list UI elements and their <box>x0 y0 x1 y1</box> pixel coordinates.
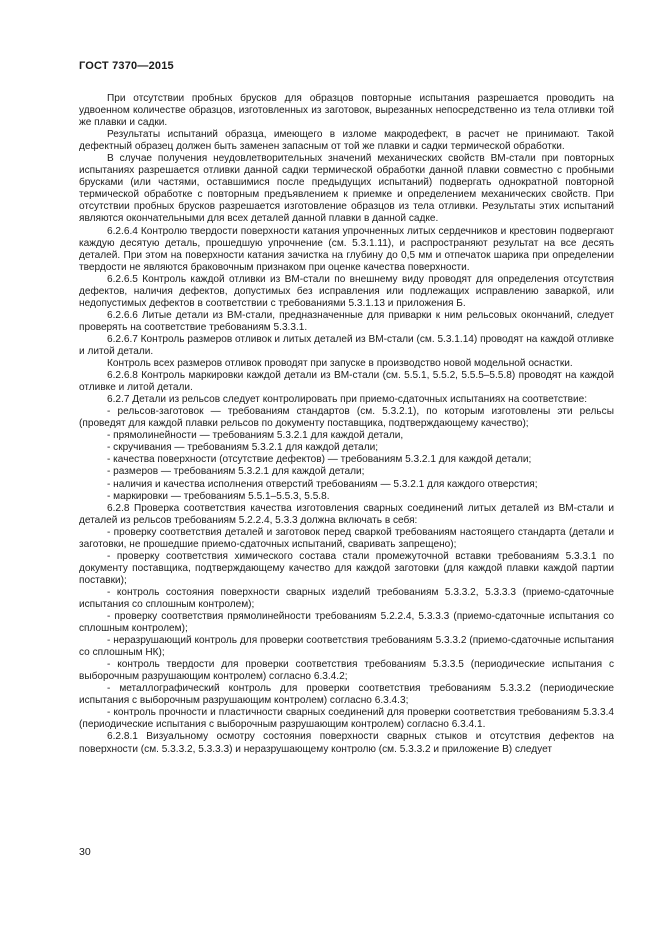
list-item: - размеров — требованиям 5.3.2.1 для каждой детали; <box>107 466 365 478</box>
list-item: - металлографический контроль для проверки соответствия требованиям 5.3.3.2 (периодические испытания с выборочным разрушающим контролем) согласно 6.3.4.3; <box>79 683 614 707</box>
list-item: - контроль твердости для проверки соответствия требованиям 5.3.3.5 (периодические испытания с выборочным разрушающим контролем) согласно 6.3.4.2; <box>79 659 614 683</box>
paragraph: 6.2.6.5 Контроль каждой отливки из ВМ-стали по внешнему виду проводят для определения отсутствия дефектов, наличия дефектов, допустимых без исправления или подлежащих исправлению заваркой, или недопустимых дефектов в соответствии с требованиями 5.3.1.13 и приложения Б. <box>79 273 614 309</box>
list-item: - неразрушающий контроль для проверки соответствия требованиям 5.3.3.2 (приемо-сдаточные испытания со сплошным НК); <box>79 635 614 659</box>
list-item: - контроль состояния поверхности сварных изделий требованиям 5.3.3.2, 5.3.3.3 (приемо-сдаточные испытания со сплошным контролем); <box>79 586 614 610</box>
paragraph: 6.2.6.6 Литые детали из ВМ-стали, предназначенные для приварки к ним рельсовых окончаний, следует проверять на соответствие требованиям 5.3.3.1. <box>79 309 614 333</box>
paragraph: 6.2.6.8 Контроль маркировки каждой детали из ВМ-стали (см. 5.5.1, 5.5.2, 5.5.5–5.5.8) проводят на каждой отливке и литой детали. <box>79 370 614 394</box>
list-item: - проверку соответствия деталей и заготовок перед сваркой требованиям настоящего стандарта (детали и заготовки, не прошедшие приемо-сдаточных испытаний, сваривать запрещено); <box>79 526 614 550</box>
paragraph: В случае получения неудовлетворительных значений механических свойств ВМ-стали при повторных испытаниях разрешается отливки данной садки термической обработки данной плавки совместно с пробными брусками (или частями, оставшимися после предыдущих испытаний) подвергать однократной повторной термической обработке с повторным предъявлением к приемке и определением механических свойств. При отсутствии пробных брусков разрешается изготовление образцов из тела отливки. Результаты этих испытаний являются окончательными для всех деталей данной плавки в данной садке. <box>79 153 614 225</box>
list-item: - проверку соответствия химического состава стали промежуточной вставки требованиям 5.3.3.1 по документу поставщика, подтверждающему качество для каждой заготовки (для каждой плавки каждой партии поставки); <box>79 550 614 586</box>
document-header: ГОСТ 7370—2015 <box>79 60 174 72</box>
list-item: - скручивания — требованиям 5.3.2.1 для каждой детали; <box>107 442 379 454</box>
paragraph: Результаты испытаний образца, имеющего в изломе макродефект, в расчет не принимают. Такой дефектный образец должен быть заменен запасным от той же плавки и садки термической обработки. <box>79 129 614 153</box>
list-item: - прямолинейности — требованиям 5.3.2.1 для каждой детали, <box>107 430 404 442</box>
list-item: - качества поверхности (отсутствие дефектов) — требованиям 5.3.2.1 для каждой детали; <box>107 454 532 466</box>
document-body <box>79 93 614 756</box>
list-item: - маркировки — требованиям 5.5.1–5.5.3, 5.5.8. <box>107 490 330 502</box>
list-item: - наличия и качества исполнения отверстий требованиям — 5.3.2.1 для каждого отверстия; <box>107 478 538 490</box>
list-item: - проверку соответствия прямолинейности требованиям 5.2.2.4, 5.3.3.3 (приемо-сдаточные испытания со сплошным контролем); <box>79 611 614 635</box>
list-item: - рельсов-заготовок — требованиям стандартов (см. 5.3.2.1), по которым изготовлены эти рельсы (проведят для каждой плавки рельсов по документу поставщика, подтверждающему качество); <box>79 406 614 430</box>
list-item: - контроль прочности и пластичности сварных соединений для проверки соответствия требованиям 5.3.3.4 (периодические испытания с выборочным разрушающим контролем) согласно 6.3.4.1. <box>79 707 614 731</box>
paragraph: 6.2.7 Детали из рельсов следует контролировать при приемо-сдаточных испытаниях на соответствие: <box>107 394 588 406</box>
paragraph: 6.2.8 Проверка соответствия качества изготовления сварных соединений литых деталей из ВМ-стали и деталей из рельсов требованиям 5.2.2.4, 5.3.3 должна включать в себя: <box>79 502 614 526</box>
paragraph: 6.2.6.4 Контролю твердости поверхности катания упрочненных литых сердечников и крестовин подвергают каждую десятую деталь, прошедшую упрочнение (см. 5.3.1.11), и распространяют результат на все десять деталей. При этом на поверхности катания зачистка на глубину до 0,5 мм и отпечаток шарика при определении твердости не являются браковочным признаком при оценке качества поверхности. <box>79 225 614 273</box>
page-number: 30 <box>79 846 91 858</box>
paragraph: Контроль всех размеров отливок проводят при запуске в производство новой модельной оснастки. <box>107 358 573 370</box>
paragraph: 6.2.8.1 Визуальному осмотру состояния поверхности сварных стыков и отсутствия дефектов на поверхности (см. 5.3.3.2, 5.3.3.3) и неразрушающему контролю (см. 5.3.3.2 и приложение В) следует <box>79 731 614 755</box>
paragraph: 6.2.6.7 Контроль размеров отливок и литых деталей из ВМ-стали (см. 5.3.1.14) проводят на каждой отливке и литой детали. <box>79 333 614 357</box>
paragraph: При отсутствии пробных брусков для образцов повторные испытания разрешается проводить на удвоенном количестве образцов, изготовленных из заготовок, вырезанных непосредственно из тела отливки той же плавки и садки. <box>79 93 614 129</box>
